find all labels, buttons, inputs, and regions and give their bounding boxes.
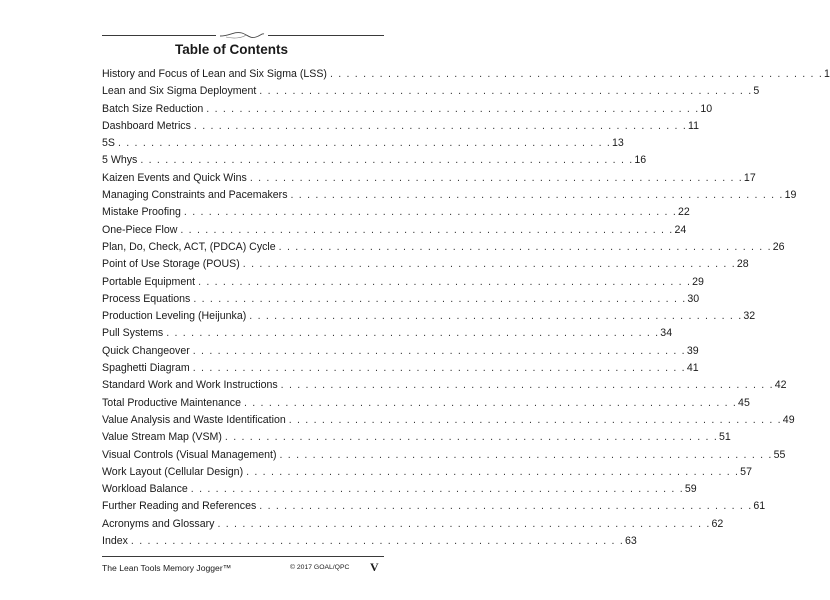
toc-entry-page: 22 <box>677 206 690 219</box>
toc-entry-page: 30 <box>687 292 700 305</box>
toc-entry-label: Managing Constraints and Pacemakers <box>102 189 288 202</box>
toc-entry <box>102 256 749 273</box>
toc-entry <box>102 135 624 152</box>
toc-entry-label: Lean and Six Sigma Deployment <box>102 85 257 98</box>
toc-dot-leader: . . . . . . . . . . . . . . . . . . . . . . . . . . . . . . . . . . . . . . . . . . . . . . . . . . . . . . . . . . . . <box>224 431 718 444</box>
toc-entry <box>102 308 756 325</box>
toc-entry-page: 63 <box>624 535 637 548</box>
toc-entry-page: 45 <box>738 396 750 409</box>
toc-dot-leader: . . . . . . . . . . . . . . . . . . . . . . . . . . . . . . . . . . . . . . . . . . . . . . . . . . . . . . . . . . . . <box>278 240 772 253</box>
toc-entry <box>102 429 731 446</box>
toc-entry-page: 16 <box>634 154 647 167</box>
toc-entry-page: 34 <box>660 327 673 340</box>
toc-entry-page: 13 <box>612 137 624 150</box>
toc-entry-label: Index <box>102 535 128 548</box>
toc-dot-leader: . . . . . . . . . . . . . . . . . . . . . . . . . . . . . . . . . . . . . . . . . . . . . . . . . . . . . . . . . . . . <box>217 517 711 530</box>
toc-dot-leader: . . . . . . . . . . . . . . . . . . . . . . . . . . . . . . . . . . . . . . . . . . . . . . . . . . . . . . . . . . . . <box>290 189 784 202</box>
toc-entry <box>102 239 785 256</box>
toc-entry-label: Process Equations <box>102 292 191 305</box>
toc-entry-label: Total Productive Maintenance <box>102 396 241 409</box>
toc-dot-leader: . . . . . . . . . . . . . . . . . . . . . . . . . . . . . . . . . . . . . . . . . . . . . . . . . . . . . . . . . . . . <box>279 448 773 461</box>
toc-entry <box>102 152 647 169</box>
toc-entry-page: 26 <box>772 240 785 253</box>
toc-entry <box>102 83 760 100</box>
toc-entry-page: 49 <box>782 413 795 426</box>
toc-entry-label: Production Leveling (Heijunka) <box>102 310 247 323</box>
toc-entry <box>102 412 795 429</box>
toc-dot-leader: . . . . . . . . . . . . . . . . . . . . . . . . . . . . . . . . . . . . . . . . . . . . . . . . . . . . . . . . . . . . <box>140 154 634 167</box>
bottom-rule <box>102 556 384 557</box>
toc-entry-label: Standard Work and Work Instructions <box>102 379 278 392</box>
toc-entry <box>102 481 697 498</box>
toc-entry-label: Work Layout (Cellular Design) <box>102 465 244 478</box>
toc-dot-leader: . . . . . . . . . . . . . . . . . . . . . . . . . . . . . . . . . . . . . . . . . . . . . . . . . . . . . . . . . . . . <box>193 119 687 132</box>
toc-entry-label: Spaghetti Diagram <box>102 362 190 375</box>
toc-entry-page: 24 <box>674 223 687 236</box>
footer-page-number: V <box>370 560 379 574</box>
toc-entry-page: 1 <box>824 68 830 80</box>
toc-entry <box>102 291 700 308</box>
toc-entry-label: Workload Balance <box>102 483 188 496</box>
toc-entry <box>102 533 637 550</box>
toc-entry-label: Value Analysis and Waste Identification <box>102 413 286 426</box>
toc-entry-page: 39 <box>686 344 699 357</box>
toc-entry <box>102 187 797 204</box>
toc-entry-page: 42 <box>774 379 787 392</box>
toc-dot-leader: . . . . . . . . . . . . . . . . . . . . . . . . . . . . . . . . . . . . . . . . . . . . . . . . . . . . . . . . . . . . <box>193 292 687 305</box>
page-title: Table of Contents <box>175 42 288 57</box>
toc-entry-label: One-Piece Flow <box>102 223 178 236</box>
toc-dot-leader: . . . . . . . . . . . . . . . . . . . . . . . . . . . . . . . . . . . . . . . . . . . . . . . . . . . . . . . . . . . . <box>206 102 700 115</box>
toc-entry <box>102 395 750 412</box>
toc-entry-page: 61 <box>753 500 766 513</box>
toc-dot-leader: . . . . . . . . . . . . . . . . . . . . . . . . . . . . . . . . . . . . . . . . . . . . . . . . . . . . . . . . . . . . <box>198 275 692 288</box>
toc-entry-page: 51 <box>718 431 731 444</box>
toc-entry <box>102 101 713 118</box>
toc-entry-label: History and Focus of Lean and Six Sigma (LSS) <box>102 68 327 80</box>
toc-entry-label: Pull Systems <box>102 327 164 340</box>
toc-dot-leader: . . . . . . . . . . . . . . . . . . . . . . . . . . . . . . . . . . . . . . . . . . . . . . . . . . . . . . . . . . . . <box>259 500 753 513</box>
toc-entry-label: Kaizen Events and Quick Wins <box>102 171 247 184</box>
toc-entry-page: 19 <box>784 189 797 202</box>
toc-entry-page: 32 <box>743 310 756 323</box>
toc-dot-leader: . . . . . . . . . . . . . . . . . . . . . . . . . . . . . . . . . . . . . . . . . . . . . . . . . . . . . . . . . . . . <box>190 483 684 496</box>
toc-entry-label: Dashboard Metrics <box>102 119 191 132</box>
toc-dot-leader: . . . . . . . . . . . . . . . . . . . . . . . . . . . . . . . . . . . . . . . . . . . . . . . . . . . . . . . . . . . . <box>259 85 753 98</box>
toc-entry <box>102 343 699 360</box>
toc-dot-leader: . . . . . . . . . . . . . . . . . . . . . . . . . . . . . . . . . . . . . . . . . . . . . . . . . . . . . . . . . . . . <box>249 171 743 184</box>
toc-dot-leader: . . . . . . . . . . . . . . . . . . . . . . . . . . . . . . . . . . . . . . . . . . . . . . . . . . . . . . . . . . . . <box>280 379 774 392</box>
toc-entry-label: 5S <box>102 137 115 150</box>
toc-entry-label: Visual Controls (Visual Management) <box>102 448 277 461</box>
toc-dot-leader: . . . . . . . . . . . . . . . . . . . . . . . . . . . . . . . . . . . . . . . . . . . . . . . . . . . . . . . . . . . . <box>249 310 743 323</box>
toc-entry-page: 28 <box>736 258 749 271</box>
toc-entry-label: Portable Equipment <box>102 275 196 288</box>
toc-dot-leader: . . . . . . . . . . . . . . . . . . . . . . . . . . . . . . . . . . . . . . . . . . . . . . . . . . . . . . . . . . . . <box>130 535 624 548</box>
footer-book-title: The Lean Tools Memory Jogger™ <box>102 563 232 573</box>
toc-dot-leader: . . . . . . . . . . . . . . . . . . . . . . . . . . . . . . . . . . . . . . . . . . . . . . . . . . . . . . . . . . . . <box>246 465 740 478</box>
toc-entry <box>102 66 830 83</box>
toc-entry <box>102 222 687 239</box>
toc-entry-label: Quick Changeover <box>102 344 190 357</box>
toc-entry <box>102 447 786 464</box>
flourish-ornament-icon <box>216 27 268 43</box>
toc-entry <box>102 118 699 135</box>
toc-entry-label: Further Reading and References <box>102 500 257 513</box>
toc-entry-page: 55 <box>773 448 786 461</box>
toc-entry <box>102 204 690 221</box>
toc-entry-page: 11 <box>687 119 699 132</box>
toc-dot-leader: . . . . . . . . . . . . . . . . . . . . . . . . . . . . . . . . . . . . . . . . . . . . . . . . . . . . . . . . . . . . <box>183 206 677 219</box>
toc-entry-page: 29 <box>692 275 704 288</box>
toc-entry <box>102 377 787 394</box>
toc-entry-page: 41 <box>686 362 699 375</box>
toc-entry <box>102 516 724 533</box>
toc-dot-leader: . . . . . . . . . . . . . . . . . . . . . . . . . . . . . . . . . . . . . . . . . . . . . . . . . . . . . . . . . . . . <box>180 223 674 236</box>
toc-dot-leader: . . . . . . . . . . . . . . . . . . . . . . . . . . . . . . . . . . . . . . . . . . . . . . . . . . . . . . . . . . . . <box>117 137 612 150</box>
toc-entry-page: 17 <box>743 171 756 184</box>
toc-dot-leader: . . . . . . . . . . . . . . . . . . . . . . . . . . . . . . . . . . . . . . . . . . . . . . . . . . . . . . . . . . . . <box>329 68 823 80</box>
toc-entry <box>102 464 752 481</box>
toc-entry-label: 5 Whys <box>102 154 138 167</box>
toc-dot-leader: . . . . . . . . . . . . . . . . . . . . . . . . . . . . . . . . . . . . . . . . . . . . . . . . . . . . . . . . . . . . <box>166 327 660 340</box>
toc-entry <box>102 360 699 377</box>
toc-entry <box>102 498 766 515</box>
toc-entry-label: Value Stream Map (VSM) <box>102 431 222 444</box>
table-of-contents-list <box>102 66 830 550</box>
toc-dot-leader: . . . . . . . . . . . . . . . . . . . . . . . . . . . . . . . . . . . . . . . . . . . . . . . . . . . . . . . . . . . . <box>243 396 738 409</box>
toc-entry-label: Mistake Proofing <box>102 206 181 219</box>
toc-entry-label: Plan, Do, Check, ACT, (PDCA) Cycle <box>102 240 276 253</box>
toc-entry-label: Point of Use Storage (POUS) <box>102 258 240 271</box>
toc-dot-leader: . . . . . . . . . . . . . . . . . . . . . . . . . . . . . . . . . . . . . . . . . . . . . . . . . . . . . . . . . . . . <box>192 344 686 357</box>
toc-entry-page: 62 <box>711 517 724 530</box>
toc-entry-page: 57 <box>740 465 752 478</box>
toc-entry-label: Batch Size Reduction <box>102 102 204 115</box>
toc-entry-page: 5 <box>753 85 760 98</box>
toc-dot-leader: . . . . . . . . . . . . . . . . . . . . . . . . . . . . . . . . . . . . . . . . . . . . . . . . . . . . . . . . . . . . <box>192 362 686 375</box>
toc-dot-leader: . . . . . . . . . . . . . . . . . . . . . . . . . . . . . . . . . . . . . . . . . . . . . . . . . . . . . . . . . . . . <box>288 413 782 426</box>
toc-entry-label: Acronyms and Glossary <box>102 517 215 530</box>
toc-entry <box>102 325 673 342</box>
toc-entry-page: 59 <box>684 483 697 496</box>
footer-copyright: © 2017 GOAL/QPC <box>290 564 350 571</box>
toc-entry <box>102 170 756 187</box>
toc-dot-leader: . . . . . . . . . . . . . . . . . . . . . . . . . . . . . . . . . . . . . . . . . . . . . . . . . . . . . . . . . . . . <box>242 258 736 271</box>
toc-entry-page: 10 <box>700 102 713 115</box>
toc-entry <box>102 274 704 291</box>
